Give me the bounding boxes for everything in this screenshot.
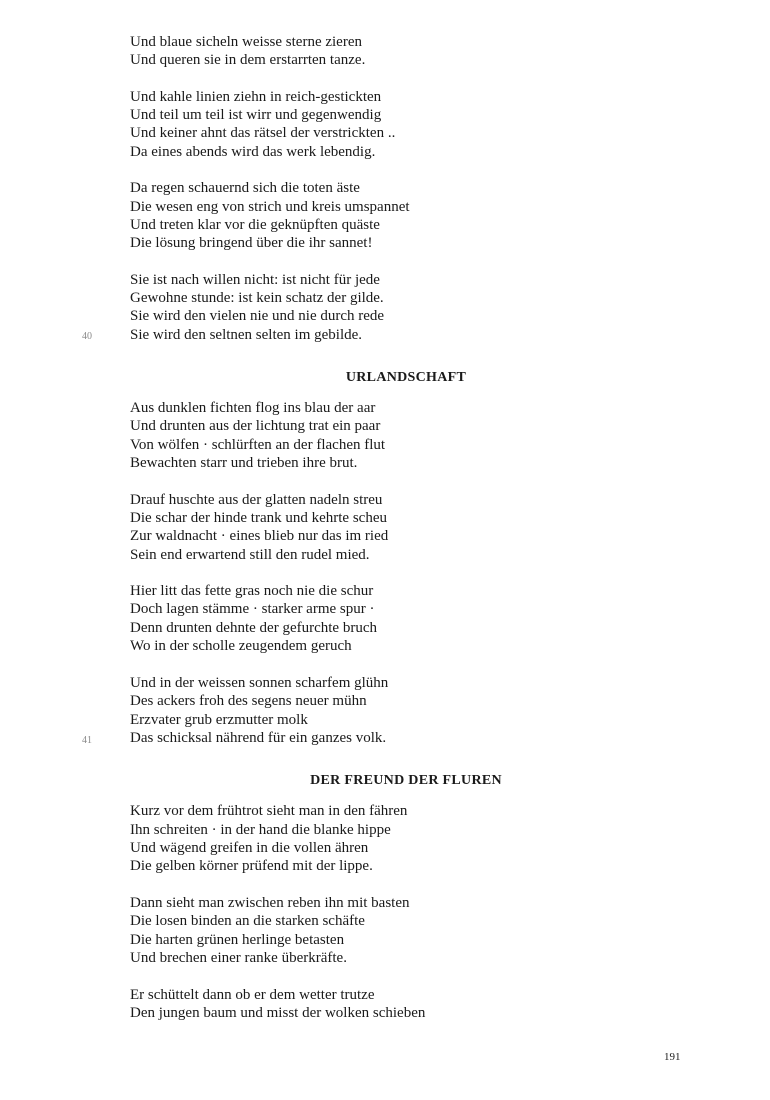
verse-line: Zur waldnacht · eines blieb nur das im ried: [130, 528, 389, 544]
verse-line: Von wölfen · schlürften an der flachen flut: [130, 437, 386, 453]
verse-line: Ihn schreiten · in der hand die blanke hippe: [130, 822, 391, 838]
verse-line: Des ackers froh des segens neuer mühn: [130, 693, 367, 709]
verse-line: Das schicksal nährend für ein ganzes volk.: [130, 730, 387, 746]
verse-line: Und drunten aus der lichtung trat ein paar: [130, 418, 381, 434]
verse-line: Die harten grünen herlinge betasten: [130, 932, 345, 948]
verse-line: Und kahle linien ziehn in reich-gestickten: [130, 89, 382, 105]
page-number: 191: [664, 1051, 681, 1063]
verse-line: Aus dunklen fichten flog ins blau der aar: [130, 400, 376, 416]
verse-line: Drauf huschte aus der glatten nadeln streu: [130, 492, 383, 508]
verse-line: Und wägend greifen in die vollen ähren: [130, 840, 369, 856]
verse-line: Die wesen eng von strich und kreis umspannet: [130, 199, 410, 215]
verse-line: Da regen schauernd sich die toten äste: [130, 180, 360, 196]
verse-line: Bewachten starr und trieben ihre brut.: [130, 455, 358, 471]
verse-line: Gewohne stunde: ist kein schatz der gilde.: [130, 290, 384, 306]
verse-line: Wo in der scholle zeugendem geruch: [130, 638, 352, 654]
verse-line: Da eines abends wird das werk lebendig.: [130, 144, 376, 160]
poem-number: 41: [82, 735, 92, 746]
poem-number: 40: [82, 331, 92, 342]
verse-line: Er schüttelt dann ob er dem wetter trutze: [130, 987, 375, 1003]
verse-line: Die schar der hinde trank und kehrte scheu: [130, 510, 387, 526]
verse-line: Erzvater grub erzmutter molk: [130, 712, 308, 728]
verse-line: Und teil um teil ist wirr und gegenwendig: [130, 107, 382, 123]
verse-line: Sie ist nach willen nicht: ist nicht für jede: [130, 272, 380, 288]
verse-line: Dann sieht man zwischen reben ihn mit basten: [130, 895, 410, 911]
verse-line: Und queren sie in dem erstarrten tanze.: [130, 52, 366, 68]
verse-line: Die losen binden an die starken schäfte: [130, 913, 365, 929]
verse-line: Und keiner ahnt das rätsel der verstrickten ..: [130, 125, 396, 141]
verse-line: Und in der weissen sonnen scharfem glühn: [130, 675, 389, 691]
verse-line: Die gelben körner prüfend mit der lippe.: [130, 858, 373, 874]
poem-title: DER FREUND DER FLUREN: [310, 773, 502, 788]
verse-line: Denn drunten dehnte der gefurchte bruch: [130, 620, 377, 636]
verse-line: Kurz vor dem frühtrot sieht man in den fähren: [130, 803, 408, 819]
verse-line: Und brechen einer ranke überkräfte.: [130, 950, 347, 966]
verse-line: Sie wird den vielen nie und nie durch rede: [130, 308, 385, 324]
verse-line: Und blaue sicheln weisse sterne zieren: [130, 34, 362, 50]
verse-line: Hier litt das fette gras noch nie die schur: [130, 583, 374, 599]
poem-title: URLANDSCHAFT: [345, 370, 467, 385]
verse-line: Sein end erwartend still den rudel mied.: [130, 547, 370, 563]
verse-line: Sie wird den seltnen selten im gebilde.: [130, 327, 363, 343]
verse-line: Und treten klar vor die geknüpften quäste: [130, 217, 380, 233]
verse-line: Den jungen baum und misst der wolken schieben: [130, 1005, 426, 1021]
verse-line: Die lösung bringend über die ihr sannet!: [130, 235, 373, 251]
verse-line: Doch lagen stämme · starker arme spur ·: [130, 601, 375, 617]
